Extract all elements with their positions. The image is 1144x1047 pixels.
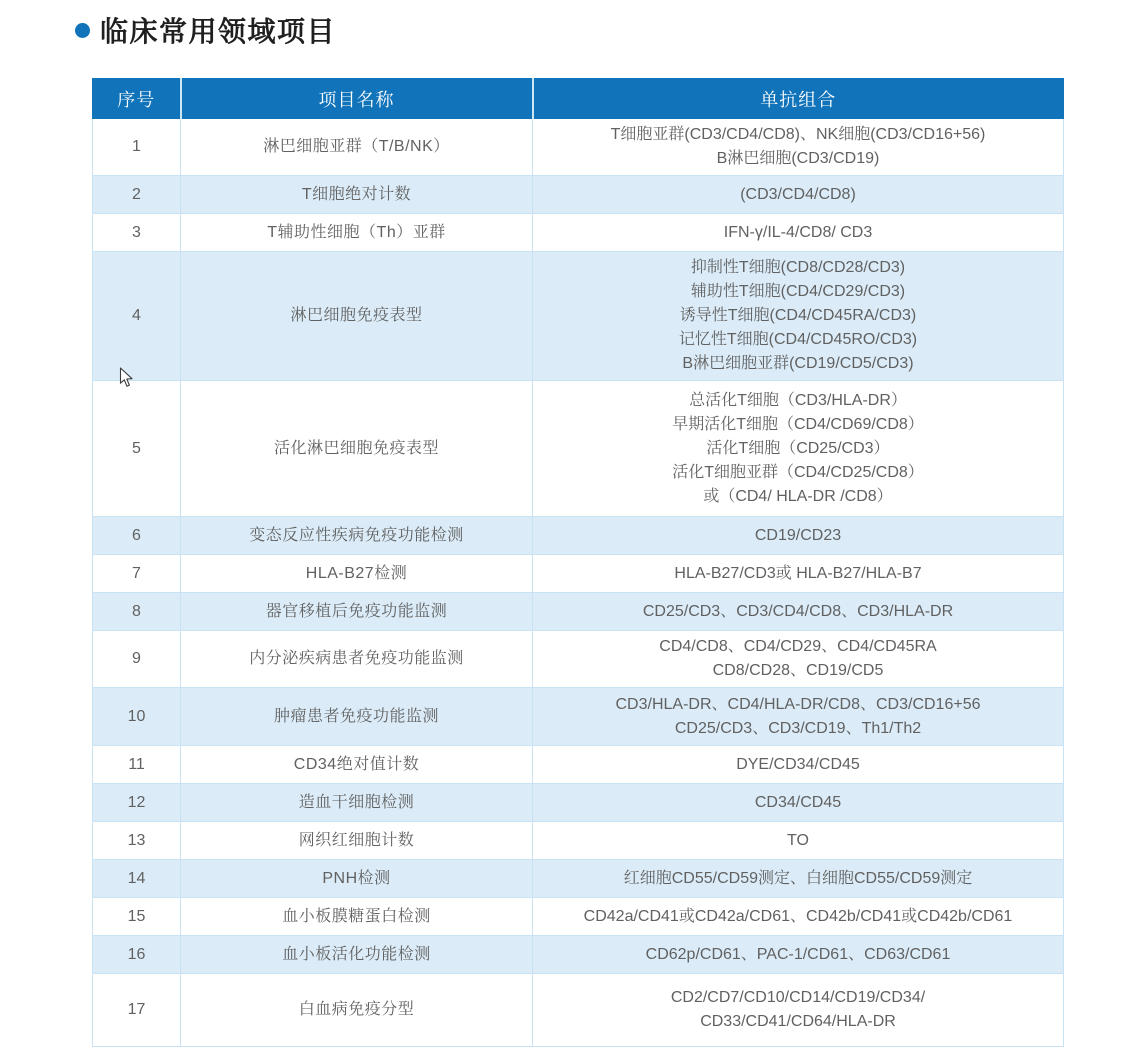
table-row: [93, 176, 1064, 214]
row-index-cell: 14: [93, 860, 181, 898]
row-index-cell: 4: [93, 252, 181, 381]
project-name-cell: HLA-B27检测: [181, 555, 533, 593]
row-index-cell: 11: [93, 746, 181, 784]
table-row: [93, 822, 1064, 860]
combo-line: DYE/CD34/CD45: [736, 755, 860, 773]
row-index-cell: 13: [93, 822, 181, 860]
clinical-items-table: [92, 78, 1064, 1047]
combo-line: CD3/HLA-DR、CD4/HLA-DR/CD8、CD3/CD16+56: [615, 695, 981, 713]
antibody-combo-cell: [533, 517, 1064, 555]
combo-line: (CD3/CD4/CD8): [740, 185, 856, 203]
section-title-row: [75, 10, 336, 50]
project-name-cell: 淋巴细胞免疫表型: [181, 252, 533, 381]
project-name-cell: CD34绝对值计数: [181, 746, 533, 784]
row-index-cell: 17: [93, 974, 181, 1047]
table-row: [93, 381, 1064, 517]
antibody-combo-cell: [533, 593, 1064, 631]
table-row: [93, 119, 1064, 176]
combo-line: CD4/CD8、CD4/CD29、CD4/CD45RA: [659, 638, 937, 655]
antibody-combo-cell: [533, 119, 1064, 176]
table-row: [93, 860, 1064, 898]
antibody-combo-cell: [533, 631, 1064, 688]
combo-line: CD25/CD3、CD3/CD4/CD8、CD3/HLA-DR: [642, 602, 954, 620]
project-name-cell: 造血干细胞检测: [181, 784, 533, 822]
antibody-combo-cell: [533, 252, 1064, 381]
table-row: [93, 214, 1064, 252]
header-row: [93, 79, 1064, 119]
combo-line: 红细胞CD55/CD59测定、白细胞CD55/CD59测定: [623, 869, 973, 887]
project-name-cell: 内分泌疾病患者免疫功能监测: [181, 631, 533, 688]
row-index-cell: 2: [93, 176, 181, 214]
project-name-cell: 淋巴细胞亚群（T/B/NK）: [181, 119, 533, 176]
header-index: 序号: [93, 79, 181, 119]
combo-line: 辅助性T细胞(CD4/CD29/CD3): [690, 283, 906, 300]
combo-line: 诱导性T细胞(CD4/CD45RA/CD3): [679, 307, 917, 324]
row-index-cell: 15: [93, 898, 181, 936]
project-name-cell: PNH检测: [181, 860, 533, 898]
antibody-combo-cell: [533, 555, 1064, 593]
table-header: [93, 79, 1064, 119]
combo-line: 抑制性T细胞(CD8/CD28/CD3): [690, 259, 906, 276]
row-index-cell: 8: [93, 593, 181, 631]
row-index-cell: 6: [93, 517, 181, 555]
antibody-combo-cell: [533, 898, 1064, 936]
combo-line: HLA-B27/CD3或 HLA-B27/HLA-B7: [674, 564, 922, 582]
table-row: [93, 898, 1064, 936]
project-name-cell: T辅助性细胞（Th）亚群: [181, 214, 533, 252]
project-name-cell: 白血病免疫分型: [181, 974, 533, 1047]
antibody-combo-cell: [533, 381, 1064, 517]
row-index-cell: 12: [93, 784, 181, 822]
combo-line: 活化T细胞亚群（CD4/CD25/CD8）: [672, 463, 924, 481]
table-row: [93, 746, 1064, 784]
header-antibody-combo: 单抗组合: [533, 79, 1064, 119]
combo-line: CD62p/CD61、PAC-1/CD61、CD63/CD61: [645, 945, 951, 963]
antibody-combo-cell: [533, 822, 1064, 860]
antibody-combo-cell: [533, 936, 1064, 974]
combo-line: CD8/CD28、CD19/CD5: [712, 662, 884, 679]
table-row: [93, 252, 1064, 381]
combo-line: T细胞亚群(CD3/CD4/CD8)、NK细胞(CD3/CD16+56): [610, 126, 986, 143]
row-index-cell: 10: [93, 688, 181, 746]
project-name-cell: 血小板膜糖蛋白检测: [181, 898, 533, 936]
table-row: [93, 593, 1064, 631]
antibody-combo-cell: [533, 688, 1064, 746]
combo-line: CD34/CD45: [754, 793, 842, 811]
row-index-cell: 3: [93, 214, 181, 252]
combo-line: 活化T细胞（CD25/CD3）: [706, 439, 890, 457]
project-name-cell: 网织红细胞计数: [181, 822, 533, 860]
combo-line: 总活化T细胞（CD3/HLA-DR）: [689, 391, 907, 409]
row-index-cell: 9: [93, 631, 181, 688]
row-index-cell: 7: [93, 555, 181, 593]
antibody-combo-cell: [533, 784, 1064, 822]
project-name-cell: 肿瘤患者免疫功能监测: [181, 688, 533, 746]
antibody-combo-cell: [533, 746, 1064, 784]
project-name-cell: 变态反应性疾病免疫功能检测: [181, 517, 533, 555]
antibody-combo-cell: [533, 214, 1064, 252]
row-index-cell: 1: [93, 119, 181, 176]
table-row: [93, 517, 1064, 555]
combo-line: B淋巴细胞亚群(CD19/CD5/CD3): [682, 355, 914, 372]
table-row: [93, 688, 1064, 746]
table-row: [93, 784, 1064, 822]
project-name-cell: T细胞绝对计数: [181, 176, 533, 214]
row-index-cell: 5: [93, 381, 181, 517]
combo-line: IFN-γ/IL-4/CD8/ CD3: [723, 223, 873, 241]
table-body: [93, 119, 1064, 1047]
project-name-cell: 活化淋巴细胞免疫表型: [181, 381, 533, 517]
combo-line: 早期活化T细胞（CD4/CD69/CD8）: [672, 415, 924, 433]
table-row: [93, 936, 1064, 974]
combo-line: 或（CD4/ HLA-DR /CD8）: [703, 487, 893, 505]
combo-line: CD25/CD3、CD3/CD19、Th1/Th2: [674, 719, 922, 737]
combo-line: B淋巴细胞(CD3/CD19): [716, 150, 880, 167]
header-project-name: 项目名称: [181, 79, 533, 119]
row-index-cell: 16: [93, 936, 181, 974]
antibody-combo-cell: [533, 974, 1064, 1047]
table-row: [93, 631, 1064, 688]
page-title: 临床常用领域项目: [100, 16, 337, 47]
combo-line: CD19/CD23: [754, 526, 842, 544]
combo-line: 记忆性T细胞(CD4/CD45RO/CD3): [678, 331, 918, 348]
combo-line: TO: [787, 831, 809, 849]
table-row: [93, 974, 1064, 1047]
project-name-cell: 血小板活化功能检测: [181, 936, 533, 974]
combo-line: CD2/CD7/CD10/CD14/CD19/CD34/: [670, 989, 926, 1006]
antibody-combo-cell: [533, 176, 1064, 214]
bullet-icon: [75, 23, 90, 38]
table-row: [93, 555, 1064, 593]
combo-line: CD42a/CD41或CD42a/CD61、CD42b/CD41或CD42b/CD61: [583, 907, 1013, 925]
project-name-cell: 器官移植后免疫功能监测: [181, 593, 533, 631]
combo-line: CD33/CD41/CD64/HLA-DR: [700, 1013, 896, 1030]
antibody-combo-cell: [533, 860, 1064, 898]
